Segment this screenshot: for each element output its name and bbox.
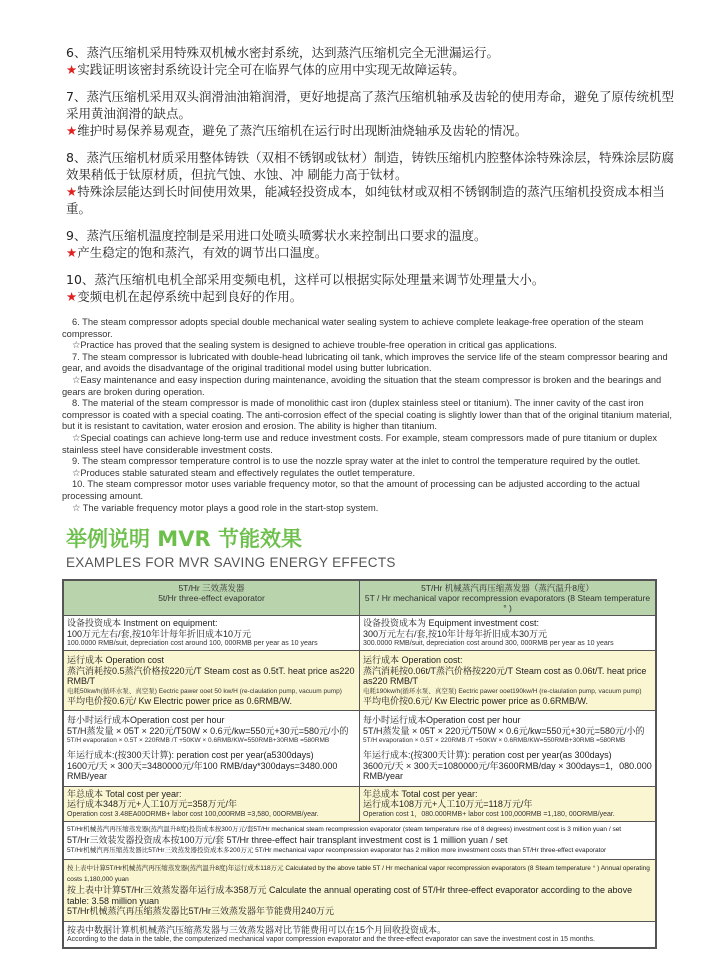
summary-row <box>63 921 656 948</box>
en-paragraph: ☆Special coatings can achieve long-term use and reduce investment costs. For example, steam compressors made of pure titanium or duplex stainless steel have considerable investment costs. <box>62 432 658 455</box>
feature-6-note: 实践证明该密封系统设计完全可在临界气体的应用中实现无故障运转。 <box>77 62 465 77</box>
summary-row <box>63 860 656 922</box>
en-paragraph: 10. The steam compressor motor uses variable frequency motor, so that the amount of processing can be adjusted according to the actual processing amount. <box>62 479 640 501</box>
en-paragraph: 6. The steam compressor adopts special double mechanical water sealing system to achieve complete leakage-free operation of the steam compressor. <box>62 317 644 339</box>
feature-8-note: 特殊涂层能达到长时间使用效果，能减轻投资成本，如纯钛材或双相不锈钢制造的蒸汽压缩机投资成本相当重。 <box>66 184 665 216</box>
table-row <box>63 711 656 787</box>
features-cn <box>66 44 676 305</box>
cell-left: 设备投资成本 Instment on equipment: 100万元左右/套,按10年计每年折旧成本10万元 100.0000 RMB/suit, depreciation cost around 100, 000RMB per year as 10 years <box>63 616 360 651</box>
table-row <box>63 651 656 711</box>
table-row <box>63 616 656 651</box>
section-title-en: EXAMPLES FOR MVR SAVING ENERGY EFFECTS <box>66 555 396 571</box>
en-paragraph: ☆Produces stable saturated steam and effectively regulates the outlet temperature. <box>72 467 416 478</box>
cell-right: 年总成本 Total cost per year: 运行成本108万元+人工10万元=118万元/年 Operation cost 1，080.000RMB+ labor cost 100,000RMB =1,180, 00ORMB/year. <box>360 786 657 821</box>
en-paragraph: 8. The material of the steam compressor is made of monolithic cast iron (duplex stainless steel or titanium). The inner cavity of the cast iron compressor is coated with a special coating. The anti-corrosion effect of the special coating is slightly lower than that of the original titanium material, but it is resistant to cavitation, water erosion and erosion. The ability is higher than titanium. <box>62 398 672 432</box>
feature-6: 6、蒸汽压缩机采用特殊双机械水密封系统，达到蒸汽压缩机完全无泄漏运行。 <box>66 45 499 60</box>
feature-10: 10、蒸汽压缩机电机全部采用变频电机，这样可以根据实际处理量来调节处理量大小。 <box>66 272 545 287</box>
features-en <box>62 317 678 514</box>
header-mvr: 5T/Hr 机械蒸汽再压缩蒸发器（蒸汽温升8度） 5T / Hr mechanical vapor recompression evaporators (8 Steam temperature ° ) <box>360 580 657 616</box>
feature-9: 9、蒸汽压缩机温度控制是采用进口处喷头喷雾状水来控制出口要求的温度。 <box>66 228 487 243</box>
feature-7-note: 维护时易保养易观查，避免了蒸汽压缩机在运行时出现断油烧轴承及齿轮的情况。 <box>77 123 528 138</box>
star-icon: ★ <box>66 289 78 304</box>
header-three-effect: 5T/Hr 三效蒸发器 5t/Hr three-effect evaporator <box>63 580 360 616</box>
feature-10-note: 变频电机在起停系统中起到良好的作用。 <box>77 289 303 304</box>
feature-9-note: 产生稳定的饱和蒸汽，有效的调节出口温度。 <box>77 245 328 260</box>
star-icon: ★ <box>66 123 78 138</box>
table-row <box>63 786 656 821</box>
en-paragraph: ☆Easy maintenance and easy inspection during maintenance, avoiding the situation that the steam compressor is broken and the bearings and gears are broken during operation. <box>62 374 662 397</box>
summary-operating: 按上表中计算5T/Hr机械蒸汽再压缩蒸发器(蒸汽温升8度)年运行成本118万元 Calculated by the above table 5T / Hr mechanical vapor recompression evaporators (8 Steam temperature ° ) Annual operating costs 1,180,000 yuan 按上表中计算5T/Hr三效蒸发器年运行成本358万元 Calculate the annual operating cost of 5T/Hr three-effect evaporator according to the above table: 3.58 million yuan 5T/Hr机械蒸汽再压缩蒸发器比5T/Hr三效蒸发器年节能费用240万元 <box>63 860 656 922</box>
table-header-row <box>63 580 656 616</box>
comparison-table <box>62 579 657 949</box>
cell-left: 运行成本 Operation cost 蒸汽消耗按0.5蒸汽价格按220元/T Steam cost as 0.5tT. heat price as220 RMB/T 电耗50kw/h(循环水泵、真空泵) Eectric pawer ooet 50 kw/H (re-claulation pump, vacuum pump) 平均电价按0.6元/ Kw Electric power price as 0.6RMB/W. <box>63 651 360 711</box>
en-paragraph: ☆Practice has proved that the sealing system is designed to achieve trouble-free operation in critical gas applications. <box>72 340 557 351</box>
en-paragraph: ☆ The variable frequency motor plays a good role in the start-stop system. <box>72 502 379 513</box>
cell-right: 每小时运行成本Operation cost per hour 5T/H蒸发量 × 05T × 220元/T50W × 0.6元/kw=550元+30元=580元/小的 5T/H evaporation × 0.5T × 220RMB /T +50KW × 0.6RMB/KW=550RMB+30RMB =580RMB 年运行成本:(按300天计算): peration cost per year(as 300days) 3600元/天 × 300天=1080000元/年3600RMB/day × 300days=1，080.000 RMB/year <box>360 711 657 787</box>
summary-investment: 5T/Hr机械蒸汽再压缩蒸发器(蒸汽温升8度)投资成本按300万元/套5T/Hr mechanical steam recompression evaporator (steam temperature rise of 8 degrees) investment cost is 3 million yuan / set 5T/Hr三效装发器投资成本按100万元/套 5T/Hr three-effect hair transplant investment cost is 1 million yuan / set 5T/Hr机械汽再压缩蒸发器比5T/Hr三效蒸发器投资成本多200万元 5T/Hr mechanical vapor recompression evaporator has 2 million more investment costs than 5T/Hr three-effect evaporator <box>63 821 656 860</box>
cell-left: 每小时运行成本Operation cost per hour 5T/H蒸发量 × 05T × 220元/T50W × 0.6元/kw=550元+30元=580元/小的 5T/H evaporation × 0.5T × 220RMB /T +50KW × 0.6RMB/KW=550RMB+30RMB =580RMB 年运行成本:(按300天计算): peration cost per year(a5300days) 1600元/天 × 300天=3480000元/年100 RMB/day*300days=3480.000 RMB/year <box>63 711 360 787</box>
cell-left: 年总成本 Total cost per year: 运行成本348万元+人工10万元=358万元/年 Operation cost 3.48EA00ORMB+ labor cost 100,000RMB =3,580, 00ORMB/year. <box>63 786 360 821</box>
section-title-cn: 举例说明 MVR 节能效果 <box>66 527 302 552</box>
en-paragraph: 9. The steam compressor temperature control is to use the nozzle spray water at the inlet to control the temperature required by the outlet. <box>72 456 641 467</box>
star-icon: ★ <box>66 62 78 77</box>
star-icon: ★ <box>66 245 78 260</box>
en-paragraph: 7. The steam compressor is lubricated with double-head lubricating oil tank, which improves the service life of the steam compressor bearing and gear, and avoids the disadvantage of the original traditional model using butter lubrication. <box>62 351 668 374</box>
star-icon: ★ <box>66 184 78 199</box>
cell-right: 运行成本 Operation cost: 蒸汽消耗按0.06t/T蒸汽价格按220元/T Steam cost as 0.06t/T. heat price as220 RMB/T 电耗190kw/h(循环水泵、真空泵) Eectric pawer ooet190kw/H (re-claulation pump, vacuum pump) 平均电价按0.6元/ Kw Electric power price as 0.6RMB/W. <box>360 651 657 711</box>
feature-7: 7、蒸汽压缩机采用双头润滑油油箱润滑，更好地提高了蒸汽压缩机轴承及齿轮的使用寿命，避免了原传统机型采用黄油润滑的缺点。 <box>66 89 674 121</box>
feature-8: 8、蒸汽压缩机材质采用整体铸铁（双相不锈钢或钛材）制造，铸铁压缩机内腔整体涂特殊涂层，特殊涂层防腐效果稍低于钛原材质，但抗气蚀、水蚀、冲 刷能力高于钛材。 <box>66 150 674 182</box>
cell-right: 设备投资成本为 Equipment investment cost: 300万元左右/套,按10年计每年折旧成本30万元 300.0000 RMB/suit, depreciation cost around 300, 000RMB per year as 10 years <box>360 616 657 651</box>
summary-row <box>63 821 656 860</box>
summary-payback: 按表中数据计算机机械蒸汽压缩蒸发器与三效蒸发器对比节能费用可以在15个月回收投资成本。 According to the data in the table, the computerized mechanical vapor compression evaporator and the three-effect evaporator can save the investment cost in 15 months. <box>63 921 656 948</box>
